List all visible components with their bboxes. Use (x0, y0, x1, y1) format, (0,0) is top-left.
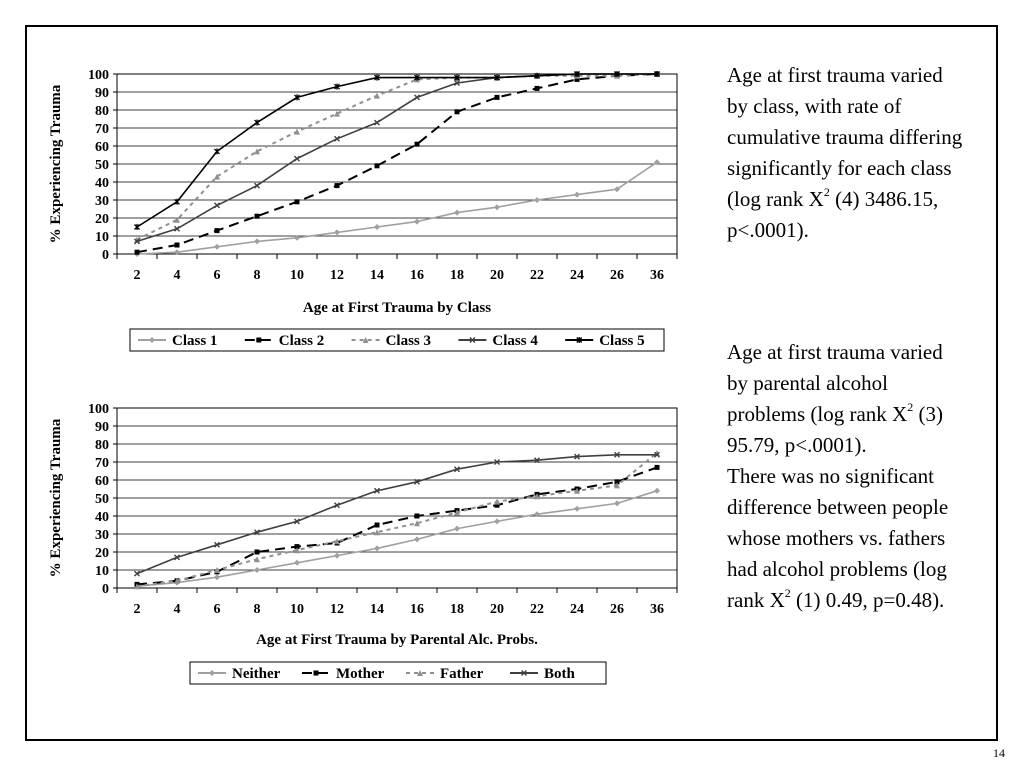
x-tick-label: 22 (530, 268, 544, 283)
point-class-5 (215, 148, 220, 154)
x-tick-label: 2 (133, 268, 141, 283)
x-tick-label: 36 (650, 268, 664, 283)
x-tick-label: 24 (570, 268, 584, 283)
y-tick-label: 90 (95, 86, 109, 101)
point-class-2 (535, 86, 540, 91)
point-neither (294, 560, 300, 566)
class-findings-main: Age at first trauma varied by class, with rate of cumulative trauma differing significantly for each class (log rank X (727, 63, 963, 211)
point-class-1 (534, 197, 540, 203)
point-mother (255, 550, 260, 555)
x-tick-label: 8 (253, 268, 261, 283)
series-line-class-4 (137, 74, 657, 241)
point-class-5 (175, 199, 180, 205)
point-class-1 (374, 224, 380, 230)
point-class-2 (375, 163, 380, 168)
x-tick-label: 14 (370, 602, 384, 617)
x-tick-label: 4 (173, 268, 181, 283)
point-class-5 (255, 120, 260, 126)
legend-label-class-4: Class 4 (492, 333, 538, 349)
mother-father-tail: (1) 0.49, p=0.48). (790, 588, 945, 612)
x-tick-label: 2 (133, 602, 141, 617)
point-neither (214, 574, 220, 580)
parental-findings-text (727, 337, 967, 616)
point-neither (334, 553, 340, 559)
y-tick-label: 100 (88, 68, 109, 83)
y-tick-label: 70 (95, 122, 109, 137)
x-tick-label: 16 (410, 602, 424, 617)
y-tick-label: 30 (95, 194, 109, 209)
y-tick-label: 20 (95, 546, 109, 561)
series-line-mother (137, 467, 657, 584)
chart-1 (48, 68, 677, 351)
x-tick-label: 10 (290, 602, 304, 617)
point-class-1 (334, 229, 340, 235)
series-line-both (137, 455, 657, 574)
y-tick-label: 90 (95, 420, 109, 435)
x-tick-label: 16 (410, 268, 424, 283)
x-axis-label: Age at First Trauma by Class (302, 300, 492, 316)
point-neither (414, 536, 420, 542)
x-tick-label: 6 (213, 268, 221, 283)
y-axis-label: % Experiencing Trauma (48, 84, 64, 244)
x-tick-label: 14 (370, 268, 384, 283)
y-tick-label: 80 (95, 438, 109, 453)
legend-label-mother: Mother (336, 666, 385, 682)
series-line-class-2 (137, 74, 657, 252)
y-tick-label: 60 (95, 140, 109, 155)
x-tick-label: 26 (610, 268, 624, 283)
parental-findings-superscript: 2 (907, 400, 914, 414)
legend-label-class-3: Class 3 (385, 333, 432, 349)
point-class-1 (574, 192, 580, 198)
legend-marker-class-2 (256, 338, 261, 343)
y-tick-label: 20 (95, 212, 109, 227)
point-neither (454, 526, 460, 532)
y-tick-label: 10 (95, 564, 109, 579)
x-tick-label: 18 (450, 268, 464, 283)
x-tick-label: 22 (530, 602, 544, 617)
legend-label-neither: Neither (232, 666, 281, 682)
y-tick-label: 50 (95, 158, 109, 173)
x-axis-label: Age at First Trauma by Parental Alc. Probs. (256, 632, 538, 648)
point-class-5 (135, 224, 140, 230)
y-tick-label: 40 (95, 510, 109, 525)
point-mother (415, 514, 420, 519)
x-tick-label: 6 (213, 602, 221, 617)
y-tick-label: 50 (95, 492, 109, 507)
point-neither (614, 500, 620, 506)
point-neither (374, 545, 380, 551)
y-tick-label: 100 (88, 402, 109, 417)
point-neither (254, 567, 260, 573)
point-mother (375, 523, 380, 528)
legend-marker-mother (314, 671, 319, 676)
y-tick-label: 80 (95, 104, 109, 119)
point-class-2 (335, 183, 340, 188)
point-class-2 (255, 214, 260, 219)
point-mother (655, 465, 660, 470)
chart-2 (48, 402, 677, 684)
point-class-2 (135, 250, 140, 255)
x-tick-label: 4 (173, 602, 181, 617)
point-class-2 (495, 95, 500, 100)
y-tick-label: 60 (95, 474, 109, 489)
x-tick-label: 20 (490, 602, 504, 617)
legend-label-class-1: Class 1 (172, 333, 218, 349)
point-class-2 (175, 243, 180, 248)
parental-findings-main: Age at first trauma varied by parental alcohol problems (log rank X (727, 340, 943, 426)
point-class-1 (214, 244, 220, 250)
mother-father-main: There was no significant difference between people whose mothers vs. fathers had alcohol problems (log rank X (727, 464, 949, 612)
legend-label-both: Both (544, 666, 575, 682)
y-tick-label: 30 (95, 528, 109, 543)
y-tick-label: 10 (95, 230, 109, 245)
series-line-class-3 (137, 74, 657, 240)
y-tick-label: 0 (102, 248, 109, 263)
class-findings-superscript: 2 (823, 185, 830, 199)
x-tick-label: 10 (290, 268, 304, 283)
point-class-1 (254, 238, 260, 244)
point-class-2 (215, 228, 220, 233)
parental-findings-tail: (3) 95.79, p<.0001). (727, 402, 943, 457)
y-tick-label: 40 (95, 176, 109, 191)
x-tick-label: 18 (450, 602, 464, 617)
mother-father-superscript: 2 (784, 586, 791, 600)
legend-label-class-2: Class 2 (278, 333, 325, 349)
series-line-father (137, 453, 657, 586)
point-class-2 (415, 142, 420, 147)
y-tick-label: 70 (95, 456, 109, 471)
point-class-2 (455, 109, 460, 114)
class-findings-tail: (4) 3486.15, p<.0001). (727, 187, 939, 242)
point-class-1 (494, 204, 500, 210)
y-axis-label: % Experiencing Trauma (48, 418, 64, 578)
y-tick-label: 0 (102, 582, 109, 597)
x-tick-label: 26 (610, 602, 624, 617)
legend-label-class-5: Class 5 (599, 333, 645, 349)
slide-number: 14 (993, 746, 1005, 760)
point-class-1 (414, 219, 420, 225)
point-class-1 (454, 210, 460, 216)
point-neither (574, 506, 580, 512)
x-tick-label: 20 (490, 268, 504, 283)
point-class-2 (295, 199, 300, 204)
x-tick-label: 12 (330, 268, 344, 283)
point-neither (494, 518, 500, 524)
legend-label-father: Father (440, 666, 484, 682)
x-tick-label: 8 (253, 602, 261, 617)
class-findings-text (727, 60, 967, 246)
x-tick-label: 24 (570, 602, 584, 617)
x-tick-label: 12 (330, 602, 344, 617)
point-neither (654, 488, 660, 494)
x-tick-label: 36 (650, 602, 664, 617)
